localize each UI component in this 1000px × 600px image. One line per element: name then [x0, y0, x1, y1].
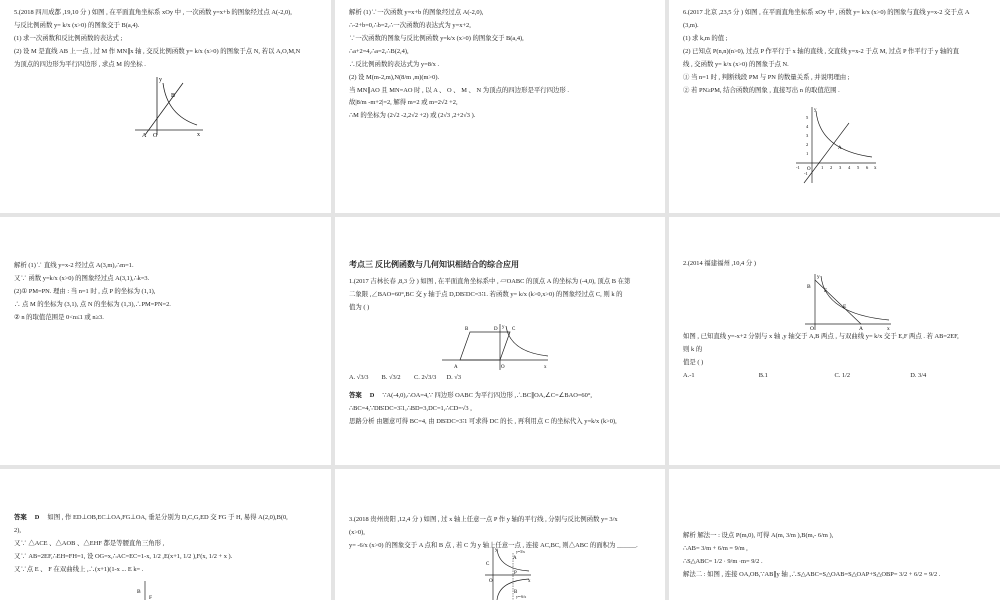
problem-text: 线 , 交函数 y= k/x (x>0) 的图象于点 N.	[683, 60, 789, 68]
x-tick: 5	[857, 165, 860, 170]
figure-graph	[483, 545, 533, 600]
slide-problem-5	[0, 0, 331, 213]
slide-problem-6	[669, 0, 1000, 213]
option-a[interactable]: A. √3/3	[349, 374, 369, 382]
section-heading: 考点三 反比例函数与几何知识相结合的综合应用	[349, 260, 519, 269]
point-b-label: B	[807, 283, 811, 290]
answer-text: ∵A(-4,0),∴OA=4,∵ 四边形 OABC 为平行四边形 ,∴BC∥OA,∠C=∠BAO=60°,	[382, 392, 592, 400]
solution-text: 当 MN∥AO 且 MN=AO 时 , 以 A 、 O 、 M 、 N 为顶点的四边形是平行四边形 .	[349, 86, 570, 94]
origin-label: O	[807, 167, 811, 172]
problem-text: 为顶点的四边形为平行四边形 , 求点 M 的坐标 .	[14, 60, 146, 68]
problem-text: 1.(2017 吉林长春 ,8,3 分 ) 如图 , 在平面直角坐标系中 , ▱OABC 的顶点 A 的坐标为 (-4,0), 顶点 B 在第	[349, 278, 631, 286]
point-f-label: F	[824, 287, 828, 294]
problem-text: 则 k 的	[683, 345, 703, 353]
solution-text: 又∵ 函数 y=k/x (x>0) 的图象经过点 A(3,1),∴k=3.	[14, 274, 150, 282]
point-a-label: A	[859, 325, 863, 332]
problem-text: 2.(2014 福建福州 ,10,4 分 )	[683, 260, 756, 267]
origin-label: O	[489, 579, 493, 584]
answer-options	[349, 373, 479, 383]
point-f-label: F	[149, 595, 153, 600]
problem-text: (x>0),	[349, 528, 365, 536]
solution-text: (2) 设 M(m-2,m),N(8/m ,m)(m>0).	[349, 73, 440, 81]
answer-value: D	[369, 392, 375, 400]
problem-text: (2) 已知点 P(n,n)(n>0), 过点 P 作平行于 x 轴的直线 , 交直线 y=x-2 于点 M, 过点 P 作平行于 y 轴的直	[683, 47, 960, 55]
solution-text: ∵一次函数的图象与反比例函数 y=k/x (x>0) 的图象交于 B(a,4),	[349, 34, 524, 42]
axis-y-label: y	[814, 108, 817, 113]
y-tick: 3	[806, 133, 809, 138]
problem-text: y= -6/x (x>0) 的图象交于 A 点和 B 点 , 若 C 为 y 轴上任意一点 , 连接 AC,BC, 则△ABC 的面积为 ______.	[349, 541, 638, 549]
axis-x-label: x	[197, 132, 200, 137]
problem-text: 二象限 ,∠BAO=60°,BC 交 y 轴于点 D,DB∶DC=3∶1. 若函数 y= k/x (k>0,x>0) 的图象经过点 C, 则 k 的	[349, 291, 623, 299]
curve-label: y=3/x	[516, 550, 525, 554]
problem-text: ② 若 PN≥PM, 结合函数的图象 , 直接写出 n 的取值范围 .	[683, 86, 840, 94]
point-b-label: B	[514, 590, 518, 595]
solution-text: ∴AB= 3/m + 6/m = 9/m ,	[683, 544, 748, 552]
solution-text: 又∵点 E 、 F 在双曲线上 ,∴(x+1)(1-x ... E k= .	[14, 565, 144, 573]
x-tick: 2	[830, 165, 833, 170]
x-tick: 1	[821, 165, 824, 170]
origin-label: O	[810, 325, 814, 332]
solution-text: 解析 (1)∵一次函数 y=x+b 的图象经过点 A(-2,0),	[349, 9, 484, 16]
answer-value: D	[34, 514, 40, 521]
solution-text: 如图 , 作 ED⊥OB,EC⊥OA,FG⊥OA, 垂足分别为 D,C,G,ED 交 FG 于 H, 易得 A(2,0),B(0,	[47, 514, 288, 521]
axis-x-label: x	[887, 325, 890, 332]
point-a-label: A	[838, 146, 842, 151]
problem-text: 值是 ( )	[683, 358, 704, 366]
x-tick: 4	[848, 165, 851, 170]
solution-text: 又∵ AB=2EF,∴EH=FH=1, 设 OG=x,∴AC=EC=1-x, 1/2 ,E(x+1, 1/2 ),F(x, 1/2 + x ).	[14, 552, 233, 560]
solution-text: 解法二 : 如图 , 连接 OA,OB,∵AB∥y 轴 ,∴S△ABC=S△OAB=S△OAP+S△OBP= 3/2 + 6/2 = 9/2 .	[683, 570, 941, 578]
option-d[interactable]: D. √3	[446, 374, 462, 382]
solution-text: ∴a+2=4,∴a=2,∴B(2,4),	[349, 47, 409, 55]
option-b[interactable]: B. √3/2	[381, 374, 401, 382]
solution-text: ∴ 点 M 的坐标为 (3,1), 点 N 的坐标为 (1,3),∴PM=PN=2.	[14, 300, 171, 308]
slide-solution-5	[335, 0, 665, 213]
y-tick: 5	[806, 115, 809, 120]
slide-solution-3	[669, 469, 1000, 600]
point-b-label: B	[171, 93, 176, 99]
analysis-text: 思路分析 由题意可得 BC=4, 由 DB∶DC=3∶1 可求得 DC 的长 , 再利用点 C 的坐标代入 y=k/x (k>0),	[349, 417, 617, 425]
problem-text: 值为 ( )	[349, 304, 370, 312]
y-tick: 4	[806, 124, 809, 129]
axis-y-label: y	[502, 325, 505, 330]
answer-label: 答案	[14, 514, 27, 521]
axis-x-label: x	[544, 365, 547, 370]
point-p-label: P	[514, 571, 517, 576]
slide-solution-6	[0, 217, 331, 465]
point-b-label: B	[137, 589, 141, 595]
problem-text: 6.(2017 北京 ,23,5 分 ) 如图 , 在平面直角坐标系 xOy 中 , 函数 y= k/x (x>0) 的图象与直线 y=x-2 交于点 A	[683, 9, 970, 16]
solution-text: (2)① PM=PN. 理由 : 当 n=1 时 , 点 P 的坐标为 (1,1),	[14, 287, 156, 295]
problem-text: 与反比例函数 y= k/x (x>0) 的图象交于 B(a,4).	[14, 21, 140, 29]
solution-text: ∴M 的坐标为 (2√2 -2,2√2 +2) 或 (2√3 ,2+2√3 ).	[349, 112, 476, 120]
problem-text: 如图 , 已知直线 y=-x+2 分别与 x 轴 ,y 轴交于 A,B 两点 , 与双曲线 y= k/x 交于 E,F 两点 . 若 AB=2EF,	[683, 332, 959, 340]
slide-problem-2	[669, 217, 1000, 465]
solution-text: 解析 解法一 : 设点 P(m,0), 可得 A(m, 3/m ),B(m,- 6/m ),	[683, 532, 834, 539]
figure-parallelogram	[440, 322, 550, 372]
y-tick: 2	[806, 142, 809, 147]
answer-label: 答案	[349, 392, 362, 400]
origin-label: O	[153, 133, 158, 137]
y-tick: -1	[804, 171, 808, 176]
solution-text: ∴反比例函数的表达式为 y=8/x .	[349, 60, 440, 68]
problem-text: (3,m).	[683, 21, 699, 29]
answer-row	[349, 391, 651, 401]
solution-text: ∴-2+b=0,∴b=2,∴一次函数的表达式为 y=x+2,	[349, 21, 471, 29]
option-c[interactable]: C. 2√3/3	[414, 374, 437, 382]
problem-text: 5.(2018 四川成都 ,19,10 分 ) 如图 , 在平面直角坐标系 xOy 中 , 一次函数 y=x+b 的图象经过点 A(-2,0),	[14, 9, 292, 16]
solution-text: 解析 (1)∵ 直线 y=x-2 经过点 A(3,m),∴m=1.	[14, 262, 134, 269]
point-a-label: A	[513, 556, 517, 561]
point-b-label: B	[465, 327, 469, 332]
problem-text: (1) 求一次函数和反比例函数的表达式 ;	[14, 34, 123, 42]
slide-answer-2	[0, 469, 331, 600]
solution-text: 故|8/m -m+2|=2, 解得 m=2 或 m=2√2 +2,	[349, 99, 458, 107]
problem-text: 3.(2018 贵州贵阳 ,12,4 分 ) 如图 , 过 x 轴上任意一点 P 作 y 轴的平行线 , 分别与反比例函数 y= 3/x	[349, 516, 618, 523]
option-b[interactable]: B.1	[758, 371, 768, 379]
solution-text: ② n 的取值范围是 0<n≤1 或 n≥3.	[14, 313, 104, 321]
point-d-label: D	[494, 327, 498, 332]
point-a-label: A	[142, 133, 147, 137]
problem-text: (2) 设 M 是直线 AB 上一点 , 过 M 作 MN∥x 轴 , 交反比例函数 y= k/x (x>0) 的图象于点 N, 若以 A,O,M,N	[14, 47, 301, 55]
axis-y-label: y	[817, 273, 820, 280]
x-tick: 3	[839, 165, 842, 170]
axis-x-label: x	[874, 166, 877, 171]
y-tick: 1	[806, 151, 809, 156]
option-d[interactable]: D. 3/4	[910, 371, 927, 379]
option-a[interactable]: A.-1	[683, 371, 695, 379]
figure-graph	[135, 581, 175, 600]
x-tick: -1	[796, 165, 800, 170]
curve-label: y=-6/x	[516, 595, 527, 599]
figure-graph	[135, 75, 205, 137]
x-tick: 6	[866, 165, 869, 170]
problem-text: ① 当 n=1 时 , 判断线段 PM 与 PN 的数量关系 , 并说明理由 ;	[683, 73, 850, 81]
problem-text: (1) 求 k,m 的值 ;	[683, 34, 728, 42]
point-c-label: C	[486, 562, 490, 567]
solution-text: 又∵ △ACE 、△AOB 、△EHF 都是等腰直角三角形 ,	[14, 539, 165, 547]
answer-row	[14, 513, 317, 523]
axis-x-label: x	[528, 579, 531, 584]
point-a-label: A	[454, 365, 458, 370]
slide-topic-3	[335, 217, 665, 465]
origin-label: O	[501, 365, 505, 370]
figure-graph	[803, 272, 893, 332]
slide-problem-3	[335, 469, 665, 600]
option-c[interactable]: C. 1/2	[834, 371, 851, 379]
figure-graph	[794, 105, 879, 185]
solution-text: ∴S△ABC= 1/2 · 9/m ·m= 9/2 .	[683, 557, 763, 565]
point-c-label: C	[512, 327, 516, 332]
solution-text: 2),	[14, 526, 21, 534]
axis-y-label: y	[159, 77, 162, 83]
solution-text: ∴BC=4,∵DB∶DC=3∶1,∴BD=3,DC=1,∴CD=√3 ,	[349, 405, 472, 412]
axis-y-label: y	[495, 548, 498, 553]
answer-options	[683, 371, 986, 381]
point-e-label: E	[843, 303, 847, 310]
